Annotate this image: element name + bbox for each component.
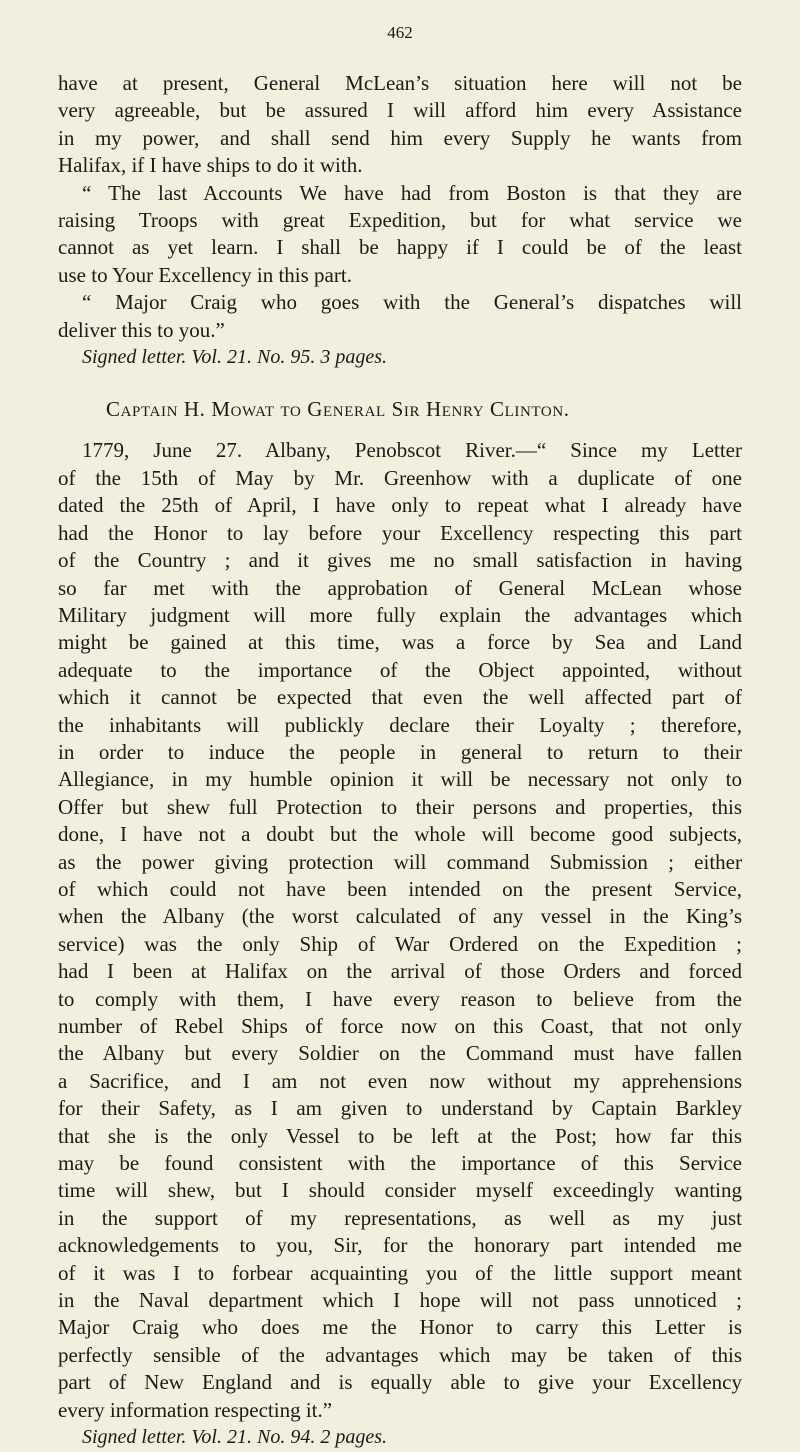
- text-line: Halifax, if I have ships to do it with.: [58, 153, 363, 178]
- page-number: 462: [387, 23, 413, 42]
- letter-heading: Captain H. Mowat to General Sir Henry Clinton.: [106, 397, 570, 422]
- text-line: of the 15th of May by Mr. Greenhow with a duplicate of one: [58, 465, 742, 490]
- text-line: so far met with the approbation of General McLean whose: [58, 575, 742, 600]
- text-line: may be found consistent with the importance of this Service: [58, 1151, 742, 1176]
- text-line: had the Honor to lay before your Excellency respecting this part: [58, 520, 742, 545]
- text-line: every information respecting it.”: [58, 1397, 333, 1422]
- text-line: adequate to the importance of the Object appointed, without: [58, 657, 742, 682]
- text-line: have at present, General McLean’s situation here will not be: [58, 71, 742, 95]
- text-line: cannot as yet learn. I shall be happy if I could be of the least: [58, 235, 742, 260]
- text-line: that she is the only Vessel to be left at the Post; how far this: [58, 1123, 742, 1148]
- text-line: of the Country ; and it gives me no small satisfaction in having: [58, 548, 742, 573]
- citation: Signed letter. Vol. 21. No. 94. 2 pages.: [82, 1426, 387, 1449]
- previous-letter-section: [58, 70, 742, 371]
- text-line: number of Rebel Ships of force now on this Coast, that not only: [58, 1014, 742, 1038]
- text-line: the inhabitants will publickly declare their Loyalty ; therefore,: [58, 712, 742, 737]
- text-line: Major Craig who does me the Honor to carry this Letter is: [58, 1315, 742, 1340]
- text-line: raising Troops with great Expedition, but for what service we: [58, 208, 742, 233]
- text-line: of which could not have been intended on the present Service,: [58, 876, 742, 901]
- text-line: to comply with them, I have every reason to believe from the: [58, 986, 742, 1011]
- text-line: perfectly sensible of the advantages which may be taken of this: [58, 1342, 742, 1367]
- text-line: “ The last Accounts We have had from Boston is that they are: [82, 180, 742, 205]
- text-line: a Sacrifice, and I am not even now without my apprehensions: [58, 1068, 742, 1093]
- text-line: in the Naval department which I hope will not pass unnoticed ;: [58, 1288, 742, 1313]
- text-line: in my power, and shall send him every Supply he wants from: [58, 125, 742, 150]
- text-line: “ Major Craig who goes with the General’s dispatches will: [82, 290, 742, 315]
- text-line: when the Albany (the worst calculated of any vessel in the King’s: [58, 904, 742, 929]
- citation: Signed letter. Vol. 21. No. 95. 3 pages.: [82, 346, 387, 369]
- text-line: in order to induce the people in general to return to their: [58, 739, 742, 764]
- text-line: Military judgment will more fully explain the advantages which: [58, 602, 742, 627]
- text-line: done, I have not a doubt but the whole will become good subjects,: [58, 822, 742, 847]
- text-line: dated the 25th of April, I have only to repeat what I already have: [58, 493, 742, 518]
- text-line: service) was the only Ship of War Ordered on the Expedition ;: [58, 931, 742, 956]
- text-line: had I been at Halifax on the arrival of those Orders and forced: [58, 959, 742, 984]
- text-line: for their Safety, as I am given to understand by Captain Barkley: [58, 1096, 742, 1121]
- text-line: acknowledgements to you, Sir, for the honorary part intended me: [58, 1233, 742, 1258]
- text-line: Allegiance, in my humble opinion it will be necessary not only to: [58, 767, 742, 792]
- text-line: part of New England and is equally able to give your Excellency: [58, 1370, 742, 1395]
- text-line: very agreeable, but be assured I will afford him every Assistance: [58, 98, 742, 123]
- text-line: might be gained at this time, was a force by Sea and Land: [58, 630, 742, 655]
- text-line: use to Your Excellency in this part.: [58, 262, 352, 287]
- text-line: as the power giving protection will command Submission ; either: [58, 849, 742, 874]
- text-line: time will shew, but I should consider myself exceedingly wanting: [58, 1178, 742, 1203]
- text-line: which it cannot be expected that even the well affected part of: [58, 685, 742, 710]
- text-line: in the support of my representations, as well as my just: [58, 1205, 742, 1230]
- text-line: Offer but shew full Protection to their persons and properties, this: [58, 794, 742, 819]
- text-line: the Albany but every Soldier on the Command must have fallen: [58, 1041, 742, 1066]
- text-line: 1779, June 27. Albany, Penobscot River.—“ Since my Letter: [82, 438, 742, 463]
- text-line: deliver this to you.”: [58, 317, 225, 342]
- letter-section: [58, 437, 742, 1451]
- text-line: of it was I to forbear acquainting you of the little support meant: [58, 1260, 742, 1285]
